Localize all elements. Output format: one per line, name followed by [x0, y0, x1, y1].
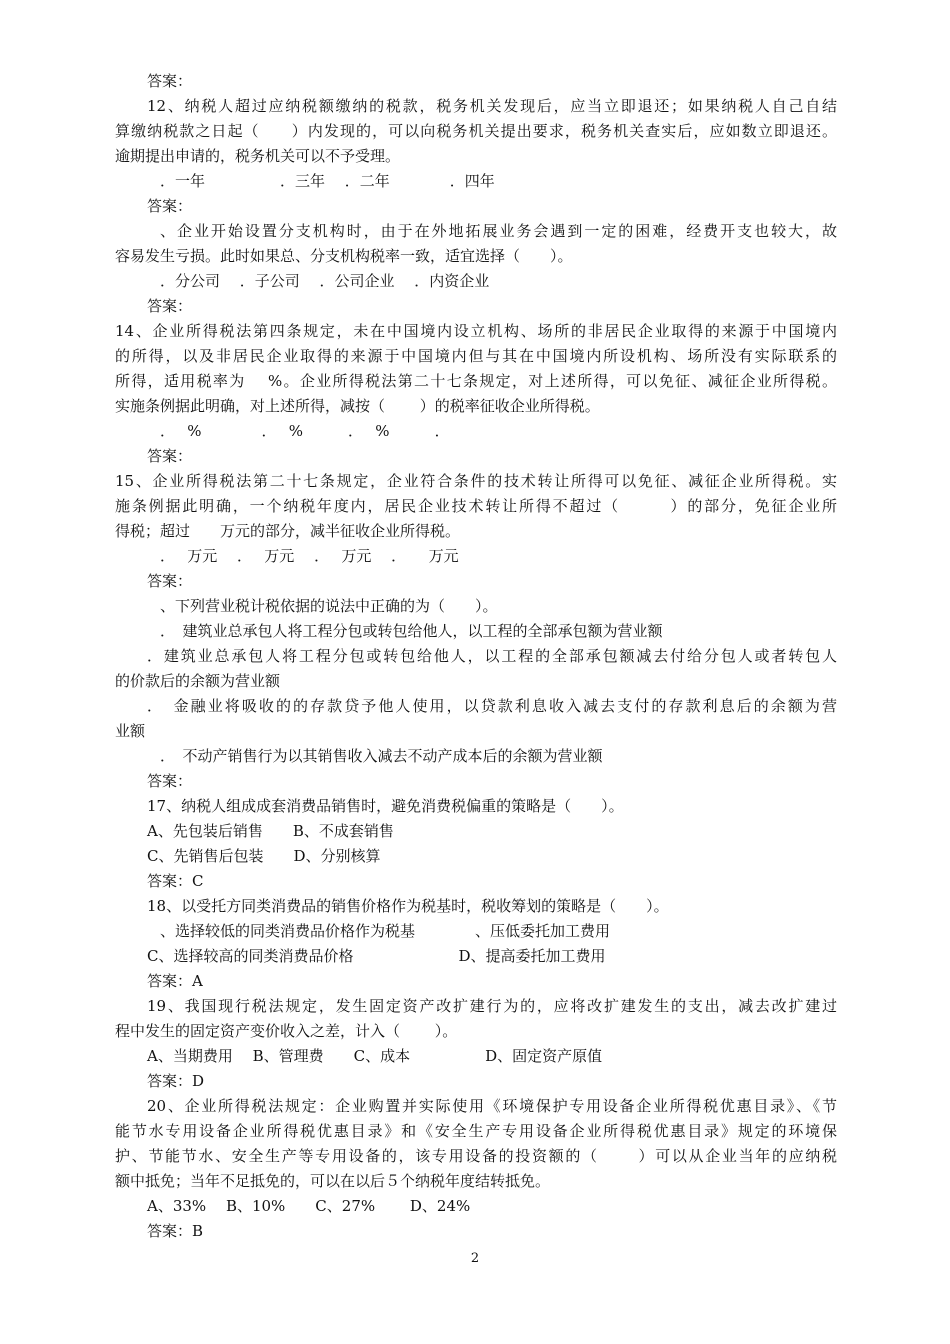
- answer-line: 答案：C: [147, 872, 204, 890]
- question-16-option: ． 金融业将吸收的的存款贷予他人使用，以贷款利息收入减去支付的存款利息后的余额为营: [147, 697, 837, 715]
- question-13-line: 、企业开始设置分支机构时，由于在外地拓展业务会遇到一定的困难，经费开支也较大，故: [160, 222, 837, 240]
- question-16-option: 的价款后的余额为营业额: [115, 672, 281, 690]
- question-15-line: 得税；超过 万元的部分，减半征收企业所得税。: [115, 522, 461, 540]
- answer-line: 答案：B: [147, 1222, 204, 1240]
- question-19-options: A、当期费用 B、管理费 C、成本 D、固定资产原值: [147, 1047, 603, 1065]
- question-13-line: 容易发生亏损。此时如果总、分支机构税率一致，适宜选择（ ）。: [115, 247, 573, 265]
- question-20-options: A、33% B、10% C、27% D、24%: [147, 1197, 471, 1215]
- question-15-options: ． 万元 ． 万元 ． 万元 ． 万元: [160, 547, 459, 565]
- answer-line: 答案：: [147, 447, 193, 465]
- question-14-options: ． % ． % ． % ．: [160, 422, 450, 440]
- question-16-line: 、下列营业税计税依据的说法中正确的为（ ）。: [160, 597, 498, 615]
- question-13-options: ．分公司 ．子公司 ．公司企业 ．内资企业: [160, 272, 490, 290]
- question-15-line: 15、企业所得税法第二十七条规定，企业符合条件的技术转让所得可以免征、减征企业所得税。实: [115, 472, 837, 490]
- answer-line: 答案：: [147, 772, 193, 790]
- question-16-option: 业额: [115, 722, 146, 740]
- answer-line: 答案：: [147, 572, 193, 590]
- question-17-options: A、先包装后销售 B、不成套销售: [147, 822, 394, 840]
- answer-line: 答案：A: [147, 972, 203, 990]
- answer-line: 答案：D: [147, 1072, 205, 1090]
- question-16-option: ．建筑业总承包人将工程分包或转包给他人，以工程的全部承包额减去付给分包人或者转包人: [147, 647, 837, 665]
- question-12-line: 12、纳税人超过应纳税额缴纳的税款，税务机关发现后，应当立即退还；如果纳税人自己自结: [147, 97, 837, 115]
- question-16-option: ． 不动产销售行为以其销售收入减去不动产成本后的余额为营业额: [160, 747, 603, 765]
- answer-line: 答案：: [147, 72, 193, 90]
- question-20-line: 20、企业所得税法规定：企业购置并实际使用《环境保护专用设备企业所得税优惠目录》、《节: [147, 1097, 837, 1115]
- question-19-line: 19、我国现行税法规定，发生固定资产改扩建行为的，应将改扩建发生的支出，减去改扩建过: [147, 997, 837, 1015]
- question-12-line: 逾期提出申请的，税务机关可以不予受理。: [115, 147, 401, 165]
- answer-line: 答案：: [147, 297, 193, 315]
- question-12-options: ．一年 ．三年 ．二年 ．四年: [160, 172, 495, 190]
- page-number: 2: [470, 1251, 480, 1266]
- question-14-line: 的所得，以及非居民企业取得的来源于中国境内但与其在中国境内所设机构、场所没有实际联系的: [115, 347, 837, 365]
- question-14-line: 14、企业所得税法第四条规定，未在中国境内设立机构、场所的非居民企业取得的来源于中国境内: [115, 322, 837, 340]
- question-18-options: C、选择较高的同类消费品价格 D、提高委托加工费用: [147, 947, 606, 965]
- question-16-option: ． 建筑业总承包人将工程分包或转包给他人，以工程的全部承包额为营业额: [160, 622, 663, 640]
- question-20-line: 能节水专用设备企业所得税优惠目录》和《安全生产专用设备企业所得税优惠目录》规定的环境保: [115, 1122, 837, 1140]
- answer-line: 答案：: [147, 197, 193, 215]
- question-19-line: 程中发生的固定资产变价收入之差，计入（ ）。: [115, 1022, 458, 1040]
- question-14-line: 所得，适用税率为 %。企业所得税法第二十七条规定，对上述所得，可以免征、减征企业所得税。: [115, 372, 837, 390]
- question-14-line: 实施条例据此明确，对上述所得，减按（ ）的税率征收企业所得税。: [115, 397, 600, 415]
- question-18-line: 18、以受托方同类消费品的销售价格作为税基时，税收筹划的策略是（ ）。: [147, 897, 669, 915]
- question-15-line: 施条例据此明确，一个纳税年度内，居民企业技术转让所得不超过（ ）的部分，免征企业所: [115, 497, 837, 515]
- question-20-line: 额中抵免；当年不足抵免的，可以在以后５个纳税年度结转抵免。: [115, 1172, 551, 1190]
- question-17-options: C、先销售后包装 D、分别核算: [147, 847, 381, 865]
- question-17-line: 17、纳税人组成成套消费品销售时，避免消费税偏重的策略是（ ）。: [147, 797, 624, 815]
- question-18-options: 、选择较低的同类消费品价格作为税基 、压低委托加工费用: [160, 922, 611, 940]
- question-12-line: 算缴纳税款之日起（ ）内发现的，可以向税务机关提出要求，税务机关查实后，应如数立即退还。: [115, 122, 837, 140]
- question-20-line: 护、节能节水、安全生产等专用设备的，该专用设备的投资额的（ ）可以从企业当年的应纳税: [115, 1147, 837, 1165]
